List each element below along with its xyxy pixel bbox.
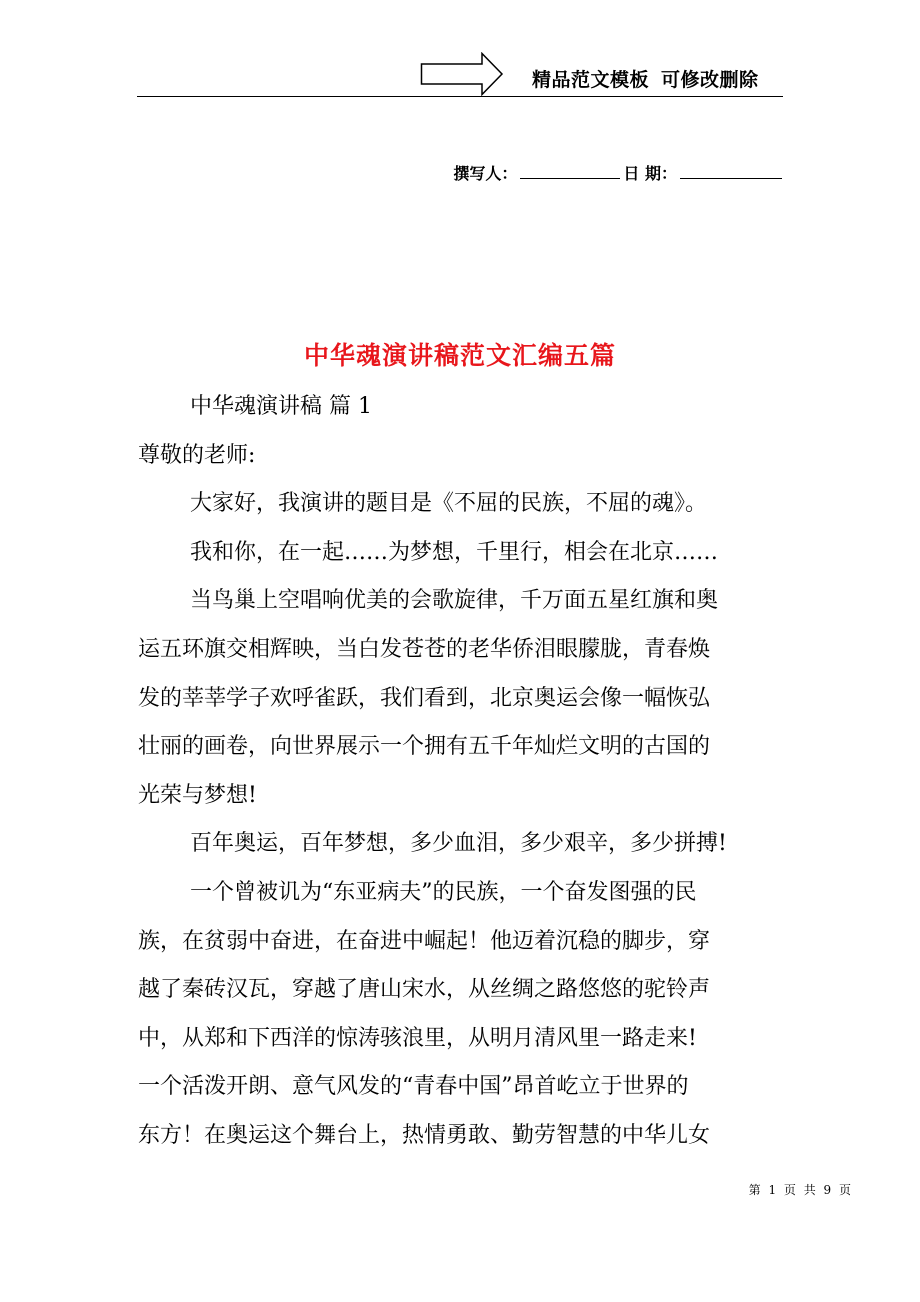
paragraph-line: 运五环旗交相辉映，当白发苍苍的老华侨泪眼朦胧，青春焕 [138,636,711,662]
document-title: 中华魂演讲稿范文汇编五篇 [303,341,616,370]
paragraph-line: 一个活泼开朗、意气风发的“青春中国”昂首屹立于世界的 [138,1074,689,1100]
paragraph-line: 发的莘莘学子欢呼雀跃，我们看到，北京奥运会像一幅恢弘 [138,685,711,711]
header-rule [137,96,783,97]
paragraph-line: 当鸟巢上空唱响优美的会歌旋律，千万面五星红旗和奥 [190,588,719,614]
paragraph-line: 越了秦砖汉瓦，穿越了唐山宋水，从丝绸之路悠悠的驼铃声 [138,977,711,1003]
arrow-icon [420,52,504,96]
salutation: 尊敬的老师: [138,442,256,468]
section-heading: 中华魂演讲稿 篇 1 [190,394,372,419]
paragraph-line: 东方！在奥运这个舞台上，热情勇敢、勤劳智慧的中华儿女 [138,1122,711,1148]
paragraph-line: 百年奥运，百年梦想，多少血泪，多少艰辛，多少拼搏! [190,831,727,857]
date-blank [680,160,782,179]
author-blank [520,160,620,179]
date-label: 日 期： [623,164,677,183]
header-label-template: 精品范文模板 [532,69,650,91]
header-label [532,66,784,94]
sign-line [453,160,782,186]
paragraph-line: 大家好，我演讲的题目是《不屈的民族，不屈的魂》。 [190,491,708,517]
page-number: 第 1 页 共 9 页 [748,1183,853,1197]
paragraph-line: 壮丽的画卷，向世界展示一个拥有五千年灿烂文明的古国的 [138,734,711,760]
author-label: 撰写人： [453,164,518,183]
paragraph-line: 一个曾被讥为“东亚病夫”的民族，一个奋发图强的民 [190,879,697,905]
paragraph-line: 光荣与梦想! [138,782,257,808]
paragraph-line: 我和你，在一起……为梦想，千里行，相会在北京…… [190,539,719,565]
document-body [138,383,784,1161]
header-label-editable: 可修改删除 [661,69,759,91]
paragraph-line: 中，从郑和下西洋的惊涛骇浪里，从明月清风里一路走来! [138,1025,697,1051]
paragraph-line: 族，在贫弱中奋进，在奋进中崛起！他迈着沉稳的脚步，穿 [138,928,711,954]
